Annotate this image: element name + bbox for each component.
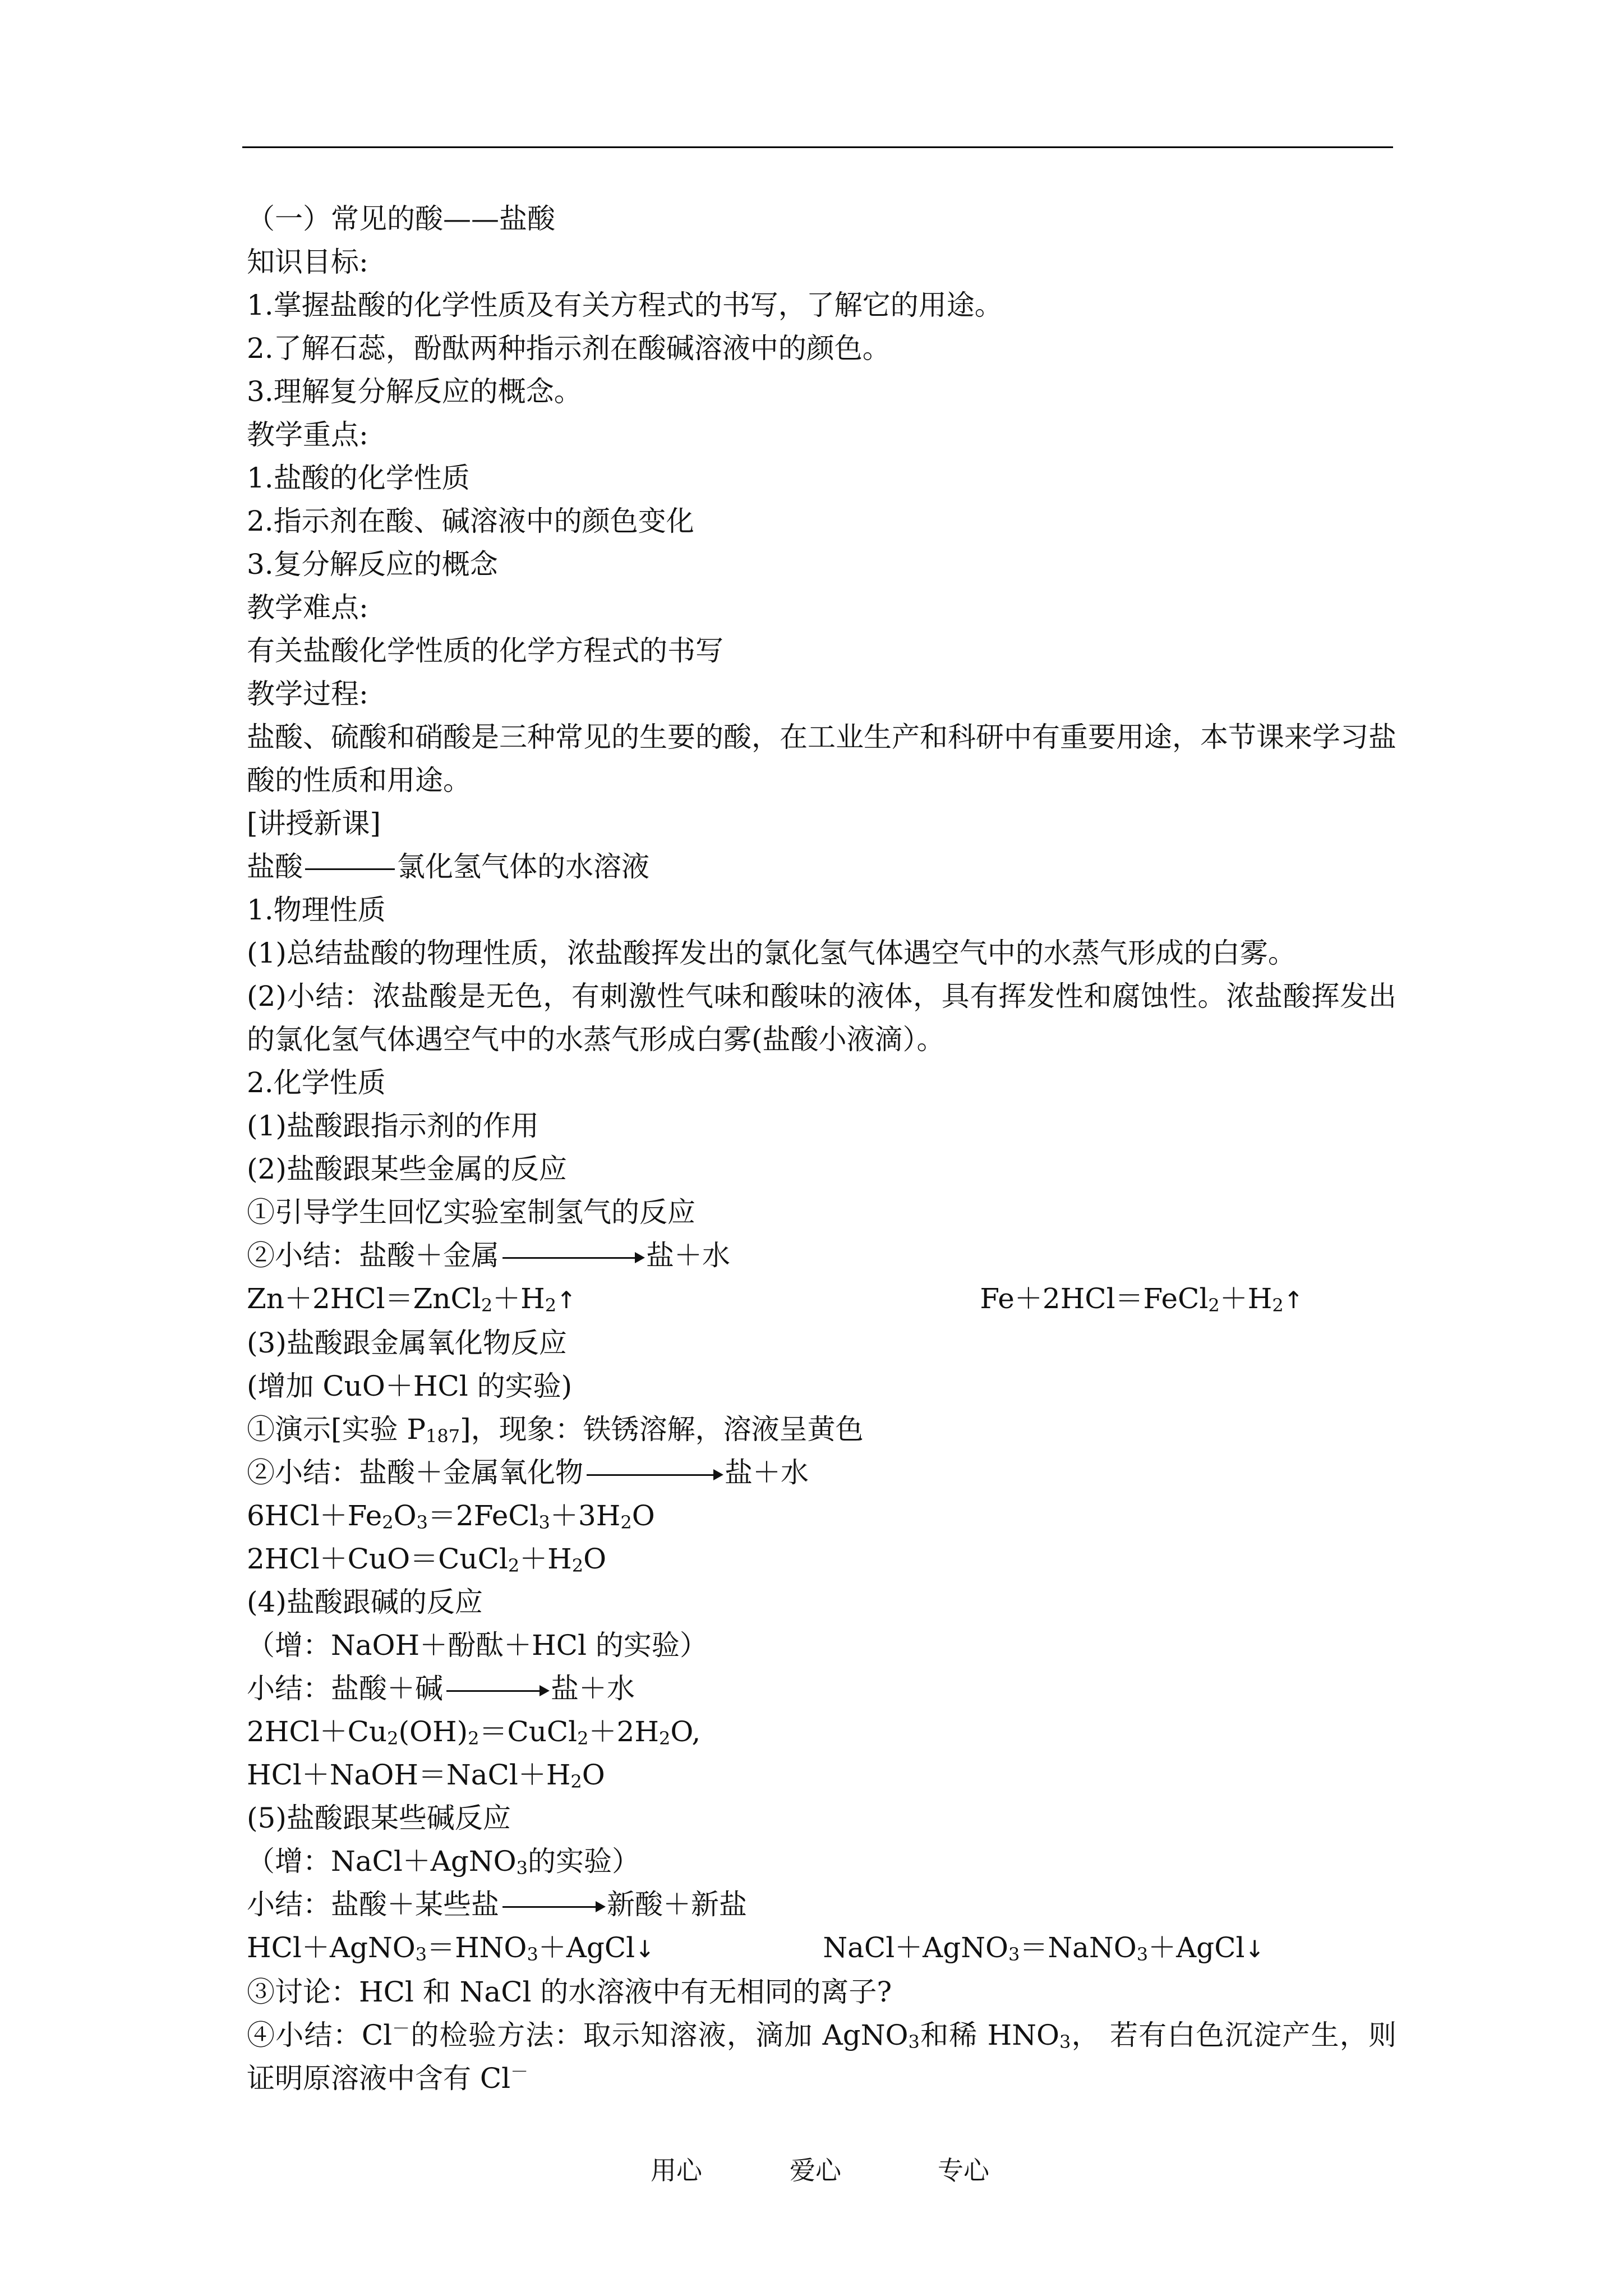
summary-salt [247,1883,1396,1926]
summary-right: 新酸＋新盐 [607,1888,747,1921]
chemical-item: (1)盐酸跟指示剂的作用 [247,1110,539,1142]
chemical-heading: 2.化学性质 [247,1066,386,1099]
section-title: （一）常见的酸——盐酸 [247,203,555,235]
precipitate-down-arrow-icon: ↓ [1244,1935,1265,1963]
difficulty-text: 有关盐酸化学性质的化学方程式的书写 [247,634,723,667]
footer-item: 爱心 [790,2155,841,2185]
right-arrow-icon [502,1257,643,1259]
summary-right: 盐＋水 [646,1239,730,1272]
process-heading: 教学过程: [247,678,368,710]
equation-naoh: $HCl+NaOH=NaCl+H_2O$ [247,1759,605,1792]
right-arrow-icon [446,1690,547,1692]
summary-metal [247,1234,1396,1277]
test-text: 的检验方法：取示知溶液，滴加 AgNO [410,2019,909,2051]
experiment-note [247,1840,1396,1883]
superscript: － [392,2018,411,2039]
objective-item: 3.理解复分解反应的概念。 [247,375,582,408]
summary-base [247,1667,1396,1710]
objectives-heading: 知识目标: [247,246,368,278]
document-body [247,197,1396,2100]
difficulty-heading: 教学难点: [247,591,368,624]
demo-text: ①演示[实验 P [247,1413,426,1446]
test-text: ④小结：Cl [247,2019,393,2051]
objective-item: 2.了解石蕊，酚酞两种指示剂在酸碱溶液中的颜色。 [247,332,891,365]
hcl-definition [247,845,1396,889]
footer-item: 用心 [651,2155,702,2185]
test-text: 和稀 HNO [919,2019,1060,2051]
chemical-item: (3)盐酸跟金属氧化物反应 [247,1327,567,1359]
key-points-heading: 教学重点: [247,418,368,451]
demo-text: ]，现象：铁锈溶解，溶液呈黄色 [460,1413,864,1446]
equation-row [247,1926,1396,1971]
chemical-item: (5)盐酸跟某些碱反应 [247,1802,511,1834]
header-rule [242,146,1393,148]
hcl-term: 盐酸 [247,850,303,883]
page-subscript: 187 [426,1425,460,1447]
objective-item: 1.掌握盐酸的化学性质及有关方程式的书写，了解它的用途。 [247,289,1003,321]
subscript: 3 [1059,2031,1071,2053]
chemical-item: (2)盐酸跟某些金属的反应 [247,1153,567,1185]
gas-up-arrow-icon: ↑ [556,1286,577,1314]
equation-fe: $Fe+2HCl=FeCl_2+H_2↑$ [980,1282,1303,1316]
equation-cuoh2: $2HCl+Cu_2(OH)_2=CuCl_2+2H_2O$, [247,1715,701,1749]
subscript: 3 [516,1857,528,1879]
dash-connector [305,868,395,870]
equation-zn: $Zn+2HCl=ZnCl_2+H_2↑$ [247,1282,577,1316]
chemical-item: (4)盐酸跟碱的反应 [247,1586,483,1618]
experiment-note: （增：NaOH＋酚酞＋HCl 的实验） [247,1629,708,1662]
summary-right: 盐＋水 [725,1456,809,1489]
hcl-definition-text: 氯化氢气体的水溶液 [397,850,649,883]
summary-left: 小结：盐酸＋某些盐 [247,1888,499,1921]
footer-item: 专心 [938,2155,989,2185]
equation-nacl-agno3: NaCl＋AgNO$_3$＝NaNO$_3$＋AgCl↓ [823,1931,1265,1965]
summary-oxide [247,1451,1396,1494]
physical-point-1: (1)总结盐酸的物理性质，浓盐酸挥发出的氯化氢气体遇空气中的水蒸气形成的白雾。 [247,937,1296,969]
experiment-note: (增加 CuO＋HCl 的实验) [247,1370,573,1402]
key-point-item: 3.复分解反应的概念 [247,548,498,581]
summary-left: 小结：盐酸＋碱 [247,1672,443,1705]
key-point-item: 1.盐酸的化学性质 [247,462,470,494]
key-point-item: 2.指示剂在酸、碱溶液中的颜色变化 [247,505,694,537]
equation-fe2o3: $6HCl+Fe_2O_3=2FeCl_3+3H_2O$ [247,1499,655,1533]
intro-paragraph: 盐酸、硫酸和硝酸是三种常见的生要的酸，在工业生产和科研中有重要用途，本节课来学习盐酸的性质和用途。 [247,721,1396,797]
test-text: ， 若有白色沉淀产生，则证明原溶液中含有 Cl [247,2019,1396,2095]
equation-row [247,1277,1396,1322]
new-lesson-label: [讲授新课] [247,807,381,840]
superscript: － [510,2061,529,2082]
summary-right: 盐＋水 [551,1672,635,1705]
subscript: 3 [908,2031,920,2053]
summary-left: ②小结：盐酸＋金属氧化物 [247,1456,583,1489]
physical-point-2: (2)小结：浓盐酸是无色，有刺激性气味和酸味的液体，具有挥发性和腐蚀性。浓盐酸挥发出的氯化氢气体遇空气中的水蒸气形成白雾(盐酸小液滴）。 [247,980,1396,1056]
chemical-subitem: ①引导学生回忆实验室制氢气的反应 [247,1196,695,1228]
chloride-test [247,2014,1396,2100]
physical-heading: 1.物理性质 [247,894,386,926]
discussion: ③讨论：HCl 和 NaCl 的水溶液中有无相同的离子? [247,1976,892,2008]
right-arrow-icon [587,1474,721,1476]
equation-cuo: $2HCl+CuO=CuCl_2+H_2O$ [247,1543,607,1576]
note-text: （增：NaCl＋AgNO [247,1845,517,1878]
equation-hcl-agno3: $HCl+AgNO_3=HNO_3+AgCl↓$ [247,1931,655,1965]
demo-line [247,1408,1396,1451]
right-arrow-icon [502,1906,603,1908]
summary-left: ②小结：盐酸＋金属 [247,1239,499,1272]
gas-up-arrow-icon: ↑ [1283,1286,1303,1314]
note-text: 的实验） [528,1845,640,1878]
precipitate-down-arrow-icon: ↓ [635,1935,655,1963]
